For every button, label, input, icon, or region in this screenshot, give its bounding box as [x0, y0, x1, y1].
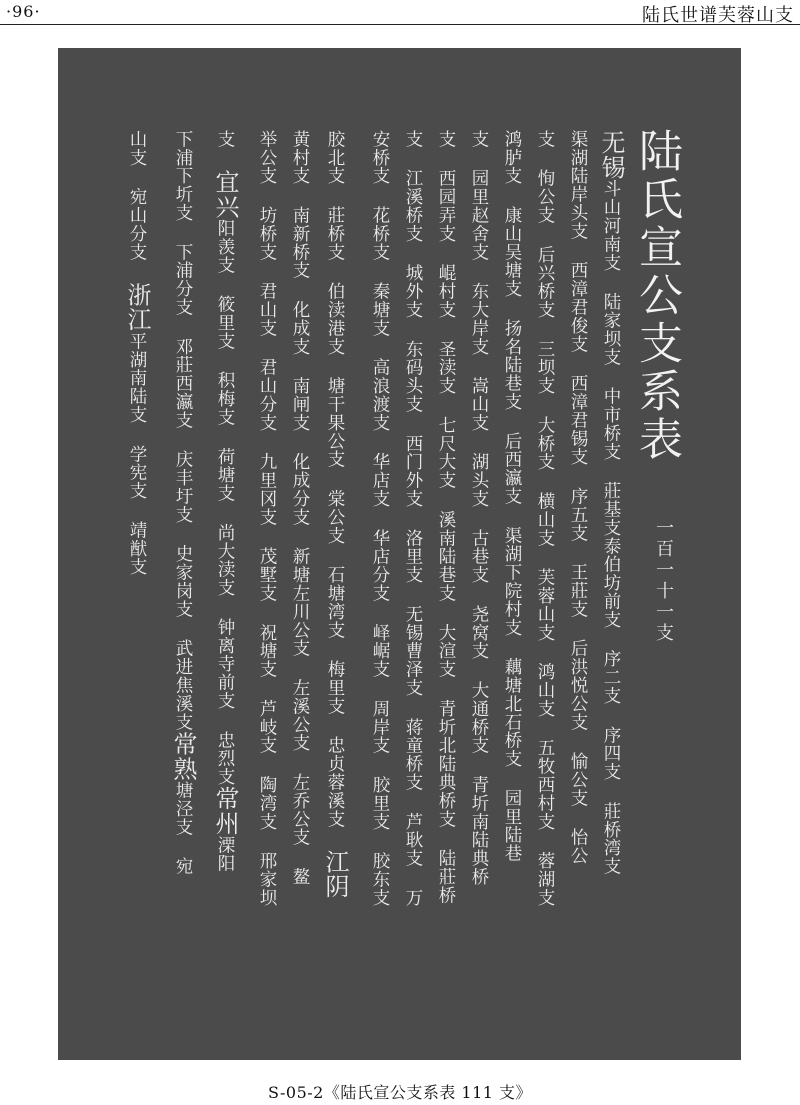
lineage-column [124, 130, 150, 576]
lineage-column [322, 130, 348, 899]
branch-list-text: 安桥支 花桥支 秦塘支 高浪渡支 华店支 华店分支 峄崌支 周岸支 胶里支 胶东支 [370, 130, 390, 907]
branch-count: 一百一十一支 [653, 518, 674, 644]
figure-caption: S-05-2《陆氏宣公支系表 111 支》 [267, 1083, 533, 1102]
branch-list-text: 斗山河南支 陆家坝支 中市桥支 莊基支泰伯坊前支 序二支 序四支 莊桥湾支 [601, 179, 621, 876]
branch-list-text: 平湖南陆支 学宪支 靖猷支 [127, 332, 147, 577]
lineage-column [254, 130, 280, 907]
lineage-column [400, 130, 426, 907]
branch-list-text: 支 园里赵舍支 东大岸支 嵩山支 湖头支 古巷支 尧窝支 大通桥支 青圻南陆典桥 [469, 130, 489, 886]
lineage-panel [58, 48, 741, 1060]
page-number: ·96· [6, 2, 41, 21]
branch-list-text: 黄村支 南新桥支 化成支 南闸支 化成分支 新塘左川公支 左溪公支 左乔公支 鳌 [290, 130, 310, 886]
branch-list-text: 下浦下圻支 下浦分支 邓莊西瀛支 庆丰圩支 史家岗支 武进焦溪支 [173, 130, 193, 732]
region-heading: 常熟 [169, 731, 197, 782]
branch-list-text: 支 江溪桥支 城外支 东码头支 西门外支 洛里支 无锡曹泽支 蒋童桥支 芦耿支 万 [403, 130, 423, 907]
lineage-column [287, 130, 313, 886]
branch-list-text: 塘泾支 宛 [173, 781, 193, 876]
lineage-column [499, 130, 525, 863]
region-heading: 宜兴 [211, 169, 239, 220]
lineage-column [598, 130, 624, 876]
region-heading: 无锡 [597, 130, 625, 180]
branch-list-text: 山支 宛山分支 [127, 130, 147, 283]
panel-title: 陆氏宣公支系表 [631, 128, 682, 464]
branch-list-text: 鸿胪支 康山吴塘支 扬名陆巷支 后西瀛支 渠湖下院村支 藕塘北石桥支 园里陆巷 [502, 130, 522, 863]
branch-list-text: 胶北支 莊桥支 伯渎港支 塘干果公支 棠公支 石塘湾支 梅里支 忠贞蓉溪支 [325, 130, 345, 850]
lineage-column [565, 130, 591, 865]
branch-list-text: 渠湖陆岸头支 西漳君俊支 西漳君锡支 序五支 王莊支 后洪悦公支 愉公支 怡公 [568, 130, 588, 866]
branch-list-text: 支 西园弄支 崐村支 圣渎支 七尺大支 溪南陆巷支 大渲支 青圻北陆典桥支 陆莊桥 [436, 130, 456, 905]
branch-list-text: 支 [215, 130, 235, 170]
lineage-column [532, 130, 558, 907]
header-rule [0, 24, 800, 25]
region-heading: 浙江 [123, 282, 151, 333]
branch-list-text: 举公支 坊桥支 君山支 君山分支 九里冈支 茂墅支 祝塘支 芦岐支 陶湾支 邢家坝 [257, 130, 277, 907]
running-header-title: 陆氏世谱芙蓉山支 [642, 5, 794, 26]
lineage-column [433, 130, 459, 904]
lineage-column [367, 130, 393, 907]
branch-list-text: 阳羡支 筱里支 积梅支 荷塘支 尚大渎支 钟离寺前支 忠烈支 [215, 219, 235, 787]
lineage-column [170, 130, 196, 876]
branch-list-text: 溧阳 [215, 835, 235, 873]
lineage-column [212, 130, 238, 873]
lineage-column [466, 130, 492, 886]
branch-list-text: 支 恂公支 后兴桥支 三坝支 大桥支 横山支 芙蓉山支 鸿山支 五牧西村支 蓉湖支 [535, 130, 555, 907]
region-heading: 江阴 [321, 849, 349, 900]
region-heading: 常州 [211, 786, 239, 836]
